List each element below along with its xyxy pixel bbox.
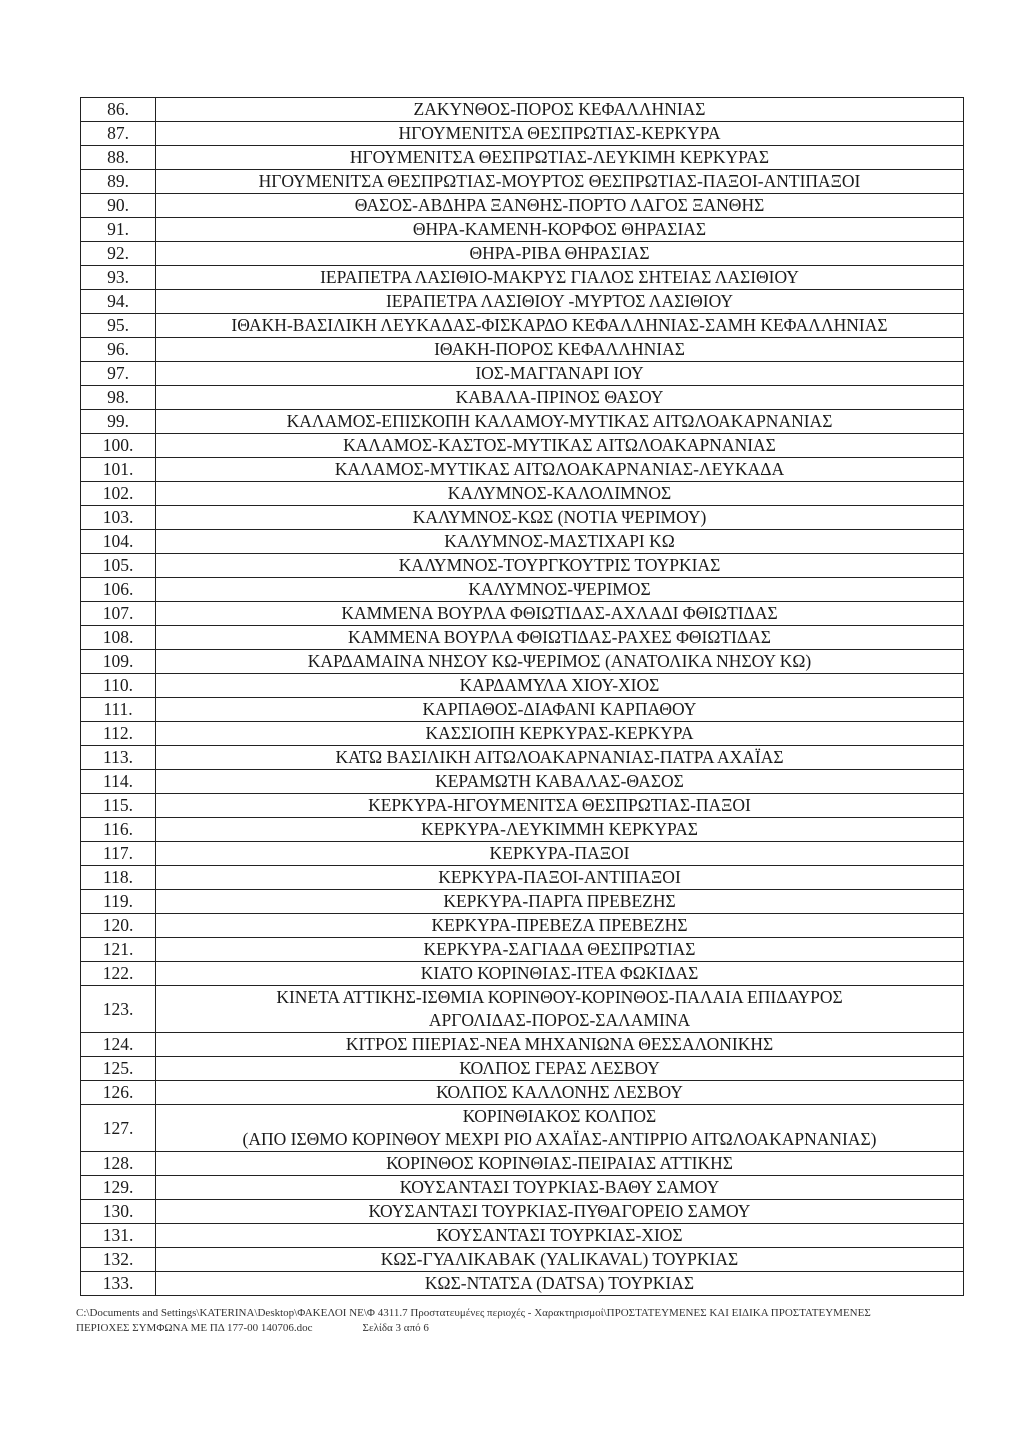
route-name-cell (156, 578, 964, 602)
route-name-line: ΚΟΛΠΟΣ ΚΑΛΛΟΝΗΣ ΛΕΣΒΟΥ (436, 1082, 683, 1102)
row-number: 115. (81, 794, 156, 818)
route-name-line: ΚΑΛΥΜΝΟΣ-ΜΑΣΤΙΧΑΡΙ ΚΩ (444, 531, 675, 551)
route-name-cell (156, 218, 964, 242)
table-row (81, 1248, 964, 1272)
table-row (81, 722, 964, 746)
row-number: 94. (81, 290, 156, 314)
row-number: 122. (81, 962, 156, 986)
row-number: 99. (81, 410, 156, 434)
table-row (81, 194, 964, 218)
route-name-cell (156, 890, 964, 914)
row-number: 133. (81, 1272, 156, 1296)
route-name-line: ΖΑΚΥΝΘΟΣ-ΠΟΡΟΣ ΚΕΦΑΛΛΗΝΙΑΣ (413, 99, 706, 119)
route-name-cell (156, 986, 964, 1033)
route-name-line: ΚΑΛΑΜΟΣ-ΜΥΤΙΚΑΣ ΑΙΤΩΛΟΑΚΑΡΝΑΝΙΑΣ-ΛΕΥΚΑΔΑ (334, 459, 785, 479)
route-name-cell (156, 242, 964, 266)
route-name-cell (156, 1176, 964, 1200)
route-name-line: ΚΟΥΣΑΝΤΑΣΙ ΤΟΥΡΚΙΑΣ-ΧΙΟΣ (436, 1225, 683, 1245)
row-number: 102. (81, 482, 156, 506)
route-name-cell (156, 98, 964, 122)
route-name-line: ΚΕΡΑΜΩΤΗ ΚΑΒΑΛΑΣ-ΘΑΣΟΣ (435, 771, 684, 791)
route-name-line: ΚΕΡΚΥΡΑ-ΠΡΕΒΕΖΑ ΠΡΕΒΕΖΗΣ (431, 915, 688, 935)
route-name-cell (156, 818, 964, 842)
row-number: 120. (81, 914, 156, 938)
table-row (81, 458, 964, 482)
row-number: 116. (81, 818, 156, 842)
row-number: 95. (81, 314, 156, 338)
route-name-cell (156, 650, 964, 674)
route-name-cell (156, 266, 964, 290)
route-name-line: ΚΟΥΣΑΝΤΑΣΙ ΤΟΥΡΚΙΑΣ-ΒΑΘΥ ΣΑΜΟΥ (399, 1177, 720, 1197)
table-row (81, 314, 964, 338)
row-number: 114. (81, 770, 156, 794)
route-name-line: ΘΑΣΟΣ-ΑΒΔΗΡΑ ΞΑΝΘΗΣ-ΠΟΡΤΟ ΛΑΓΟΣ ΞΑΝΘΗΣ (354, 195, 765, 215)
footer-file-path-line2-text: ΠΕΡΙΟΧΕΣ ΣΥΜΦΩΝΑ ΜΕ ΠΔ 177-00 140706.doc (76, 1322, 313, 1334)
route-name-line: ΚΟΡΙΝΘΙΑΚΟΣ ΚΟΛΠΟΣ (462, 1106, 657, 1126)
route-name-line: ΘΗΡΑ-ΡΙΒΑ ΘΗΡΑΣΙΑΣ (469, 243, 650, 263)
route-name-line: ΚΑΛΑΜΟΣ-ΚΑΣΤΟΣ-ΜΥΤΙΚΑΣ ΑΙΤΩΛΟΑΚΑΡΝΑΝΙΑΣ (343, 435, 776, 455)
route-name-cell (156, 674, 964, 698)
table-row (81, 650, 964, 674)
route-name-line: ΚΕΡΚΥΡΑ-ΠΑΡΓΑ ΠΡΕΒΕΖΗΣ (443, 891, 676, 911)
table-row (81, 890, 964, 914)
row-number: 98. (81, 386, 156, 410)
row-number: 96. (81, 338, 156, 362)
table-row (81, 338, 964, 362)
row-number: 110. (81, 674, 156, 698)
table-row (81, 938, 964, 962)
route-name-line: ΗΓΟΥΜΕΝΙΤΣΑ ΘΕΣΠΡΩΤΙΑΣ-ΚΕΡΚΥΡΑ (398, 123, 721, 143)
table-row (81, 410, 964, 434)
row-number: 93. (81, 266, 156, 290)
route-name-cell (156, 530, 964, 554)
route-name-cell (156, 866, 964, 890)
route-name-cell (156, 746, 964, 770)
footer-file-path-line2 (76, 1321, 976, 1336)
route-name-line: ΚΑΛΥΜΝΟΣ-ΤΟΥΡΓΚΟΥΤΡΙΣ ΤΟΥΡΚΙΑΣ (398, 555, 721, 575)
row-number: 132. (81, 1248, 156, 1272)
route-name-cell (156, 290, 964, 314)
route-name-cell (156, 626, 964, 650)
route-name-cell (156, 1033, 964, 1057)
route-name-line: ΚΕΡΚΥΡΑ-ΗΓΟΥΜΕΝΙΤΣΑ ΘΕΣΠΡΩΤΙΑΣ-ΠΑΞΟΙ (368, 795, 751, 815)
row-number: 91. (81, 218, 156, 242)
row-number: 113. (81, 746, 156, 770)
table-row (81, 842, 964, 866)
row-number: 123. (81, 986, 156, 1033)
table-row (81, 626, 964, 650)
row-number: 89. (81, 170, 156, 194)
table-row (81, 746, 964, 770)
row-number: 127. (81, 1105, 156, 1152)
row-number: 121. (81, 938, 156, 962)
route-name-line: ΚΕΡΚΥΡΑ-ΛΕΥΚΙΜΜΗ ΚΕΡΚΥΡΑΣ (421, 819, 698, 839)
route-name-line: ΚΙΑΤΟ ΚΟΡΙΝΘΙΑΣ-ΙΤΕΑ ΦΩΚΙΔΑΣ (420, 963, 699, 983)
route-name-line: ΚΟΛΠΟΣ ΓΕΡΑΣ ΛΕΣΒΟΥ (459, 1058, 660, 1078)
route-name-cell (156, 314, 964, 338)
route-name-line: ΗΓΟΥΜΕΝΙΤΣΑ ΘΕΣΠΡΩΤΙΑΣ-ΛΕΥΚΙΜΗ ΚΕΡΚΥΡΑΣ (349, 147, 770, 167)
route-name-line: ΚΟΡΙΝΘΟΣ ΚΟΡΙΝΘΙΑΣ-ΠΕΙΡΑΙΑΣ ΑΤΤΙΚΗΣ (386, 1153, 733, 1173)
route-name-cell (156, 506, 964, 530)
table-row (81, 794, 964, 818)
table-row (81, 1057, 964, 1081)
row-number: 105. (81, 554, 156, 578)
route-name-line: ΙΕΡΑΠΕΤΡΑ ΛΑΣΙΘΙΟ-ΜΑΚΡΥΣ ΓΙΑΛΟΣ ΣΗΤΕΙΑΣ ΛΑΣΙΘΙΟΥ (320, 267, 799, 287)
row-number: 111. (81, 698, 156, 722)
table-row (81, 1224, 964, 1248)
route-name-cell (156, 1248, 964, 1272)
footer-page-number: Σελίδα 3 από 6 (362, 1322, 429, 1334)
row-number: 126. (81, 1081, 156, 1105)
route-name-line: ΚΑΛΥΜΝΟΣ-ΨΕΡΙΜΟΣ (468, 579, 651, 599)
route-name-line: ΚΑΡΔΑΜΥΛΑ ΧΙΟΥ-ΧΙΟΣ (459, 675, 660, 695)
table-row (81, 1105, 964, 1152)
table-row (81, 1200, 964, 1224)
row-number: 100. (81, 434, 156, 458)
table-row (81, 698, 964, 722)
route-name-cell (156, 1224, 964, 1248)
route-name-line: ΚΑΡΔΑΜΑΙΝΑ ΝΗΣΟΥ ΚΩ-ΨΕΡΙΜΟΣ (ΑΝΑΤΟΛΙΚΑ ΝΗΣΟΥ ΚΩ) (307, 651, 812, 671)
row-number: 129. (81, 1176, 156, 1200)
table-row (81, 98, 964, 122)
row-number: 118. (81, 866, 156, 890)
row-number: 124. (81, 1033, 156, 1057)
table-row (81, 1081, 964, 1105)
row-number: 106. (81, 578, 156, 602)
route-name-cell (156, 1152, 964, 1176)
route-name-line: ΚΟΥΣΑΝΤΑΣΙ ΤΟΥΡΚΙΑΣ-ΠΥΘΑΓΟΡΕΙΟ ΣΑΜΟΥ (368, 1201, 751, 1221)
route-name-line: ΚΙΝΕΤΑ ΑΤΤΙΚΗΣ-ΙΣΘΜΙΑ ΚΟΡΙΝΘΟΥ-ΚΟΡΙΝΘΟΣ-ΠΑΛΑΙΑ ΕΠΙΔΑΥΡΟΣ (276, 987, 843, 1007)
routes-table-body (81, 98, 964, 1296)
route-name-cell (156, 146, 964, 170)
route-name-cell (156, 458, 964, 482)
route-name-cell (156, 1272, 964, 1296)
table-row (81, 266, 964, 290)
route-name-cell (156, 914, 964, 938)
table-row (81, 386, 964, 410)
table-row (81, 554, 964, 578)
route-name-line: ΚΑΜΜΕΝΑ ΒΟΥΡΛΑ ΦΘΙΩΤΙΔΑΣ-ΑΧΛΑΔΙ ΦΘΙΩΤΙΔΑΣ (341, 603, 778, 623)
route-name-line: ΚΑΜΜΕΝΑ ΒΟΥΡΛΑ ΦΘΙΩΤΙΔΑΣ-ΡΑΧΕΣ ΦΘΙΩΤΙΔΑΣ (348, 627, 771, 647)
table-row (81, 434, 964, 458)
table-row (81, 914, 964, 938)
route-name-line: ΗΓΟΥΜΕΝΙΤΣΑ ΘΕΣΠΡΩΤΙΑΣ-ΜΟΥΡΤΟΣ ΘΕΣΠΡΩΤΙΑΣ-ΠΑΞΟΙ-ΑΝΤΙΠΑΞΟΙ (258, 171, 861, 191)
route-name-line: ΚΩΣ-ΓΥΑΛΙΚΑΒΑΚ (YALIKAVAL) ΤΟΥΡΚΙΑΣ (380, 1249, 739, 1269)
route-name-cell (156, 770, 964, 794)
route-name-cell (156, 962, 964, 986)
table-row (81, 482, 964, 506)
row-number: 109. (81, 650, 156, 674)
route-name-line: ΚΙΤΡΟΣ ΠΙΕΡΙΑΣ-ΝΕΑ ΜΗΧΑΝΙΩΝΑ ΘΕΣΣΑΛΟΝΙΚΗΣ (345, 1034, 774, 1054)
route-name-cell (156, 554, 964, 578)
route-name-line: ΙΘΑΚΗ-ΒΑΣΙΛΙΚΗ ΛΕΥΚΑΔΑΣ-ΦΙΣΚΑΡΔΟ ΚΕΦΑΛΛΗΝΙΑΣ-ΣΑΜΗ ΚΕΦΑΛΛΗΝΙΑΣ (231, 315, 888, 335)
row-number: 128. (81, 1152, 156, 1176)
route-name-line: ΚΕΡΚΥΡΑ-ΣΑΓΙΑΔΑ ΘΕΣΠΡΩΤΙΑΣ (423, 939, 696, 959)
route-name-cell (156, 338, 964, 362)
route-name-line: ΚΑΛΥΜΝΟΣ-ΚΑΛΟΛΙΜΝΟΣ (447, 483, 672, 503)
row-number: 97. (81, 362, 156, 386)
route-name-line: ΚΑΛΥΜΝΟΣ-ΚΩΣ (ΝΟΤΙΑ ΨΕΡΙΜΟΥ) (412, 507, 707, 527)
table-row (81, 674, 964, 698)
table-row (81, 1033, 964, 1057)
route-name-cell (156, 602, 964, 626)
document-footer (76, 1306, 976, 1336)
table-row (81, 242, 964, 266)
footer-file-path-line1: C:\Documents and Settings\KATERINA\Desktop\ΦΑΚΕΛΟΙ ΝΕ\Φ 4311.7 Προστατευμένες περιοχές - Χαρακτηρισμοί\ΠΡΟΣΤΑΤΕΥΜΕΝΕΣ ΚΑΙ ΕΙΔΙΚΑ ΠΡΟΣΤΑΤΕΥΜΕΝΕΣ (76, 1307, 871, 1319)
table-row (81, 1272, 964, 1296)
table-row (81, 578, 964, 602)
route-name-cell (156, 1081, 964, 1105)
row-number: 90. (81, 194, 156, 218)
table-row (81, 290, 964, 314)
route-name-cell (156, 362, 964, 386)
route-name-cell (156, 170, 964, 194)
route-name-cell (156, 938, 964, 962)
route-name-cell (156, 698, 964, 722)
table-row (81, 986, 964, 1033)
row-number: 117. (81, 842, 156, 866)
route-name-line: ΚΕΡΚΥΡΑ-ΠΑΞΟΙ-ΑΝΤΙΠΑΞΟΙ (438, 867, 681, 887)
table-row (81, 770, 964, 794)
route-name-line: ΙΟΣ-ΜΑΓΓΑΝΑΡΙ ΙΟΥ (475, 363, 644, 383)
route-name-cell (156, 1057, 964, 1081)
table-row (81, 866, 964, 890)
table-row (81, 962, 964, 986)
route-name-line: ΘΗΡΑ-ΚΑΜΕΝΗ-ΚΟΡΦΟΣ ΘΗΡΑΣΙΑΣ (412, 219, 707, 239)
table-row (81, 602, 964, 626)
route-name-cell (156, 1105, 964, 1152)
route-name-line: ΚΕΡΚΥΡΑ-ΠΑΞΟΙ (489, 843, 630, 863)
route-name-cell (156, 434, 964, 458)
table-row (81, 506, 964, 530)
route-name-line: ΚΑΒΑΛΑ-ΠΡΙΝΟΣ ΘΑΣΟΥ (455, 387, 664, 407)
route-name-line: ΚΑΤΩ ΒΑΣΙΛΙΚΗ ΑΙΤΩΛΟΑΚΑΡΝΑΝΙΑΣ-ΠΑΤΡΑ ΑΧΑΪΑΣ (335, 747, 784, 767)
row-number: 108. (81, 626, 156, 650)
route-name-line: ΑΡΓΟΛΙΔΑΣ-ΠΟΡΟΣ-ΣΑΛΑΜΙΝΑ (428, 1010, 691, 1030)
route-name-cell (156, 482, 964, 506)
route-name-cell (156, 842, 964, 866)
row-number: 125. (81, 1057, 156, 1081)
route-name-cell (156, 794, 964, 818)
table-row (81, 1152, 964, 1176)
table-row (81, 818, 964, 842)
row-number: 92. (81, 242, 156, 266)
table-row (81, 146, 964, 170)
row-number: 107. (81, 602, 156, 626)
table-row (81, 362, 964, 386)
table-row (81, 530, 964, 554)
route-name-line: (ΑΠΟ ΙΣΘΜΟ ΚΟΡΙΝΘΟΥ ΜΕΧΡΙ ΡΙΟ ΑΧΑΪΑΣ-ΑΝΤΙΡΡΙΟ ΑΙΤΩΛΟΑΚΑΡΝΑΝΙΑΣ) (242, 1129, 877, 1149)
table-row (81, 122, 964, 146)
row-number: 88. (81, 146, 156, 170)
table-row (81, 1176, 964, 1200)
route-name-cell (156, 386, 964, 410)
row-number: 103. (81, 506, 156, 530)
table-row (81, 170, 964, 194)
row-number: 101. (81, 458, 156, 482)
route-name-cell (156, 1200, 964, 1224)
row-number: 87. (81, 122, 156, 146)
route-name-cell (156, 722, 964, 746)
table-row (81, 218, 964, 242)
route-name-line: ΚΑΡΠΑΘΟΣ-ΔΙΑΦΑΝΙ ΚΑΡΠΑΘΟΥ (422, 699, 697, 719)
routes-table (80, 97, 964, 1296)
route-name-line: ΚΩΣ-ΝΤΑΤΣΑ (DATSA) ΤΟΥΡΚΙΑΣ (424, 1273, 695, 1293)
route-name-line: ΚΑΛΑΜΟΣ-ΕΠΙΣΚΟΠΗ ΚΑΛΑΜΟΥ-ΜΥΤΙΚΑΣ ΑΙΤΩΛΟΑΚΑΡΝΑΝΙΑΣ (286, 411, 833, 431)
row-number: 112. (81, 722, 156, 746)
route-name-cell (156, 194, 964, 218)
route-name-line: ΚΑΣΣΙΟΠΗ ΚΕΡΚΥΡΑΣ-ΚΕΡΚΥΡΑ (425, 723, 694, 743)
route-name-cell (156, 122, 964, 146)
row-number: 104. (81, 530, 156, 554)
row-number: 86. (81, 98, 156, 122)
route-name-line: ΙΘΑΚΗ-ΠΟΡΟΣ ΚΕΦΑΛΛΗΝΙΑΣ (434, 339, 685, 359)
route-name-line: ΙΕΡΑΠΕΤΡΑ ΛΑΣΙΘΙΟΥ -ΜΥΡΤΟΣ ΛΑΣΙΘΙΟΥ (385, 291, 734, 311)
row-number: 131. (81, 1224, 156, 1248)
route-name-cell (156, 410, 964, 434)
row-number: 130. (81, 1200, 156, 1224)
row-number: 119. (81, 890, 156, 914)
